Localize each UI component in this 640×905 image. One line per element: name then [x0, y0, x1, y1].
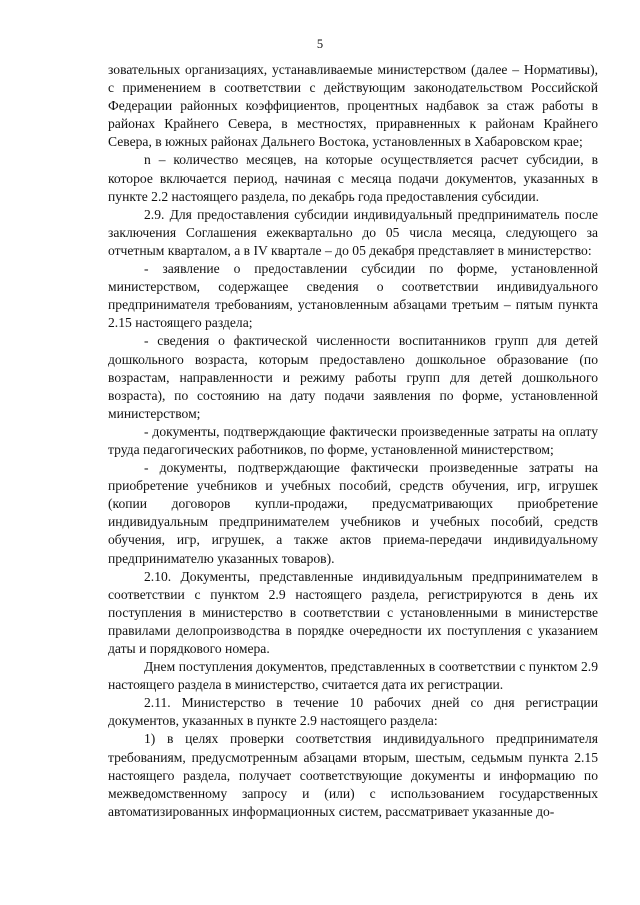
paragraph: - документы, подтверждающие фактически произведенные затраты на оплату труда педагогических работников, по форме, установленной министерством;	[108, 423, 598, 457]
paragraph: - заявление о предоставлении субсидии по форме, установленной министерством, содержащее сведения о соответствии индивидуального предпринимателя требованиям, установленным абзацами третьим – пятым пункта 2.15 настоящего раздела;	[108, 261, 598, 331]
paragraph: зовательных организациях, устанавливаемые министерством (далее – Нормативы), с применением в соответствии с действующим законодательством Российской Федерации районных коэффициентов, процентных надбавок за стаж работы в районах Крайнего Севера, в местностях, приравненных к районам Крайнего Севера, в южных районах Дальнего Востока, установленных в Хабаровском крае;	[108, 62, 598, 150]
paragraph: n – количество месяцев, на которые осуществляется расчет субсидии, в которое включается период, начиная с месяца подачи документов, указанных в пункте 2.2 настоящего раздела, по декабрь года предоставления субсидии.	[108, 152, 598, 204]
page-number: 5	[316, 37, 324, 51]
paragraph: 1) в целях проверки соответствия индивидуального предпринимателя требованиям, предусмотренным абзацами вторым, шестым, седьмым пункта 2.15 настоящего раздела, получает соответствующие документы и информацию по межведомственному запросу и (или) с использованием государственных автоматизированных информационных систем, рассматривает указанные до-	[108, 731, 598, 819]
paragraph: 2.10. Документы, представленные индивидуальным предпринимателем в соответствии с пунктом 2.9 настоящего раздела, регистрируются в день их поступления в министерство в соответствии с установленными в министерстве правилами делопроизводства в порядке очередности их поступления с указанием даты и порядкового номера.	[108, 568, 598, 656]
paragraph: - документы, подтверждающие фактически произведенные затраты на приобретение учебников и учебных пособий, средств обучения, игр, игрушек (копии договоров купли-продажи, предусматривающих приобретение индивидуальным предпринимателем учебников и учебных пособий, средств обучения, игр, игрушек, а также актов приема-передачи индивидуальному предпринимателю указанных товаров).	[108, 460, 598, 566]
paragraph: 2.11. Министерство в течение 10 рабочих дней со дня регистрации документов, указанных в пункте 2.9 настоящего раздела:	[108, 695, 598, 729]
paragraph: - сведения о фактической численности воспитанников групп для детей дошкольного возраста, которым предоставлено дошкольное образование (по возрастам, направленности и режиму работы групп для детей дошкольного возраста), по состоянию на дату подачи заявления по форме, установленной министерством;	[108, 333, 598, 421]
document-body	[108, 61, 598, 821]
paragraph: 2.9. Для предоставления субсидии индивидуальный предприниматель после заключения Соглашения ежеквартально до 05 числа месяца, следующего за отчетным кварталом, а в IV квартале – до 05 декабря представляет в министерство:	[108, 206, 598, 258]
paragraph: Днем поступления документов, представленных в соответствии с пунктом 2.9 настоящего раздела в министерство, считается дата их регистрации.	[108, 659, 598, 693]
